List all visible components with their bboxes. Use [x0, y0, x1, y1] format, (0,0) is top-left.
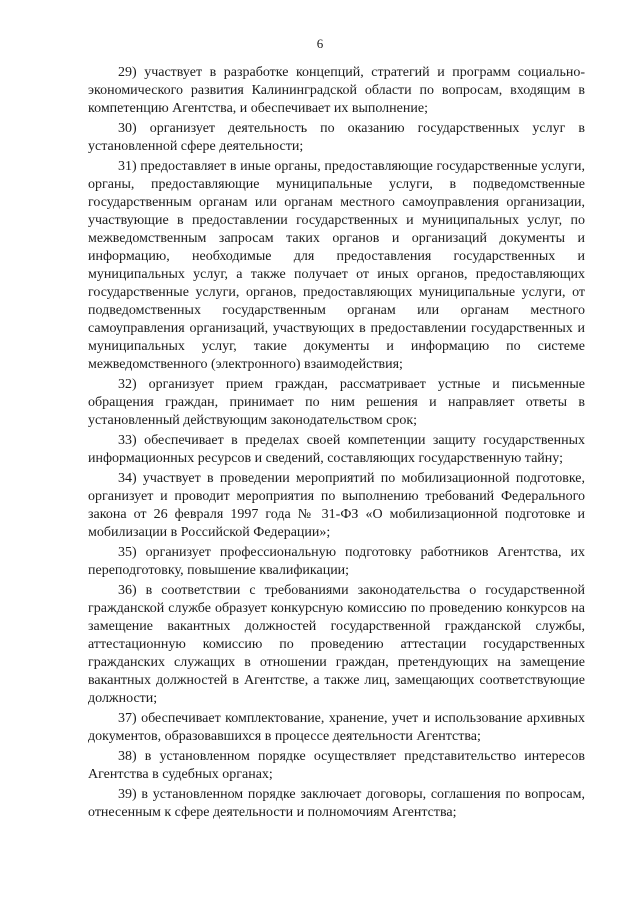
list-item-29: 29) участвует в разработке концепций, стратегий и программ социально-экономического развития Калининградской области по вопросам, входящим в компетенцию Агентства, и обеспечивает их выполнение; [88, 65, 585, 116]
list-item-33: 33) обеспечивает в пределах своей компетенции защиту государственных информационных ресурсов и сведений, составляющих государственную тайну; [88, 433, 585, 466]
list-item-30: 30) организует деятельность по оказанию государственных услуг в установленной сфере деятельности; [88, 121, 585, 154]
list-item-35: 35) организует профессиональную подготовку работников Агентства, их переподготовку, повышение квалификации; [88, 545, 585, 578]
list-item-34: 34) участвует в проведении мероприятий по мобилизационной подготовке, организует и проводит мероприятия по выполнению требований Федерального закона от 26 февраля 1997 года № 31-ФЗ «О мобилизационной подготовке и мобилизации в Российской Федерации»; [88, 471, 585, 540]
list-item-32: 32) организует прием граждан, рассматривает устные и письменные обращения граждан, принимает по ним решения и направляет ответы в установленный действующим законодательством срок; [88, 377, 585, 428]
list-item-37: 37) обеспечивает комплектование, хранение, учет и использование архивных документов, образовавшихся в процессе деятельности Агентства; [88, 711, 585, 744]
list-item-36: 36) в соответствии с требованиями законодательства о государственной гражданской службе образует конкурсную комиссию по проведению конкурсов на замещение вакантных должностей государственной гражданской службы, аттестационную комиссию по проведению аттестации государственных гражданских служащих в отношении граждан, претендующих на замещение вакантных должностей в Агентстве, а также лиц, замещающих соответствующие должности; [88, 583, 585, 706]
list-item-39: 39) в установленном порядке заключает договоры, соглашения по вопросам, отнесенным к сфере деятельности и полномочиям Агентства; [88, 787, 585, 820]
list-item-38: 38) в установленном порядке осуществляет представительство интересов Агентства в судебных органах; [88, 749, 585, 782]
list-item-31: 31) предоставляет в иные органы, предоставляющие государственные услуги, органы, предоставляющие муниципальные услуги, в подведомственные государственным органам или органам местного самоуправления организации, участвующие в предоставлении государственных и муниципальных услуг, по межведомственным запросам таких органов и организаций документы и информацию, необходимые для предоставления государственных и муниципальных услуг, а также получает от иных органов, предоставляющих государственные услуги, органов, предоставляющих муниципальные услуги, от подведомственных государственным органам или органам местного самоуправления организаций, участвующих в предоставлении государственных и муниципальных услуг, такие документы и информацию по системе межведомственного (электронного) взаимодействия; [88, 159, 585, 372]
page-number: 6 [316, 36, 324, 51]
document-body [88, 64, 585, 824]
